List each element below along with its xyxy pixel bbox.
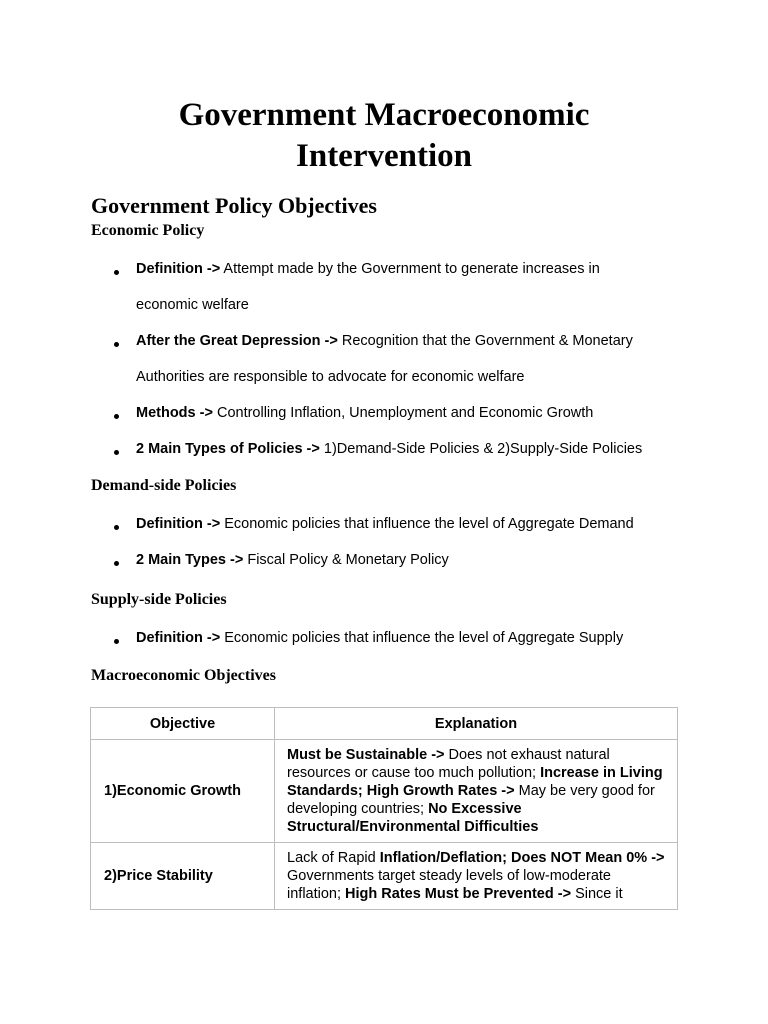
document-title <box>0 95 768 177</box>
economic-policy-list <box>0 260 768 476</box>
list-item <box>0 260 696 332</box>
bullet-text: Recognition that the Government & Monetary <box>337 333 633 349</box>
bullet-text: Fiscal Policy & Monetary Policy <box>243 552 449 568</box>
subheading-macroeconomic-objectives: Macroeconomic Objectives <box>91 667 276 684</box>
bullet-label: Definition -> <box>136 261 221 277</box>
table-row <box>91 740 678 843</box>
objective-cell: 1)Economic Growth <box>91 740 275 843</box>
bullet-text: Attempt made by the Government to generate increases in <box>220 261 600 277</box>
list-item <box>0 551 696 587</box>
bullet-text: Economic policies that influence the level of Aggregate Supply <box>220 630 624 646</box>
list-item <box>0 440 696 476</box>
bullet-label: After the Great Depression -> <box>136 333 338 349</box>
explanation-text-part: May be very good for developing countries; <box>287 783 655 817</box>
subheading-supply-side-policies: Supply-side Policies <box>91 591 227 608</box>
list-item <box>0 515 696 551</box>
bullet-label: Definition -> <box>136 630 221 646</box>
table-row <box>91 843 678 910</box>
explanation-bold-part: Must be Sustainable -> <box>287 747 445 763</box>
explanation-text-part: Since it <box>571 886 623 902</box>
bullet-label: 2 Main Types -> <box>136 552 244 568</box>
bullet-text: 1)Demand-Side Policies & 2)Supply-Side Policies <box>319 441 643 457</box>
bullet-text: Controlling Inflation, Unemployment and Economic Growth <box>212 405 594 421</box>
list-item <box>0 332 696 404</box>
objectives-table <box>90 707 678 910</box>
explanation-cell <box>275 843 678 910</box>
explanation-bold-part: Inflation/Deflation; Does NOT Mean 0% -> <box>379 850 665 866</box>
table-header-row <box>91 708 678 740</box>
title-line-1: Government Macroeconomic <box>178 97 590 133</box>
list-item <box>0 404 696 440</box>
bullet-label: 2 Main Types of Policies -> <box>136 441 320 457</box>
column-header-explanation: Explanation <box>275 708 678 740</box>
explanation-text-part: Lack of Rapid <box>287 850 380 866</box>
supply-side-list <box>0 629 768 665</box>
bullet-text-continued: economic welfare <box>136 297 249 313</box>
demand-side-list <box>0 515 768 587</box>
column-header-objective: Objective <box>91 708 275 740</box>
bullet-text: Economic policies that influence the level of Aggregate Demand <box>220 516 634 532</box>
objective-cell: 2)Price Stability <box>91 843 275 910</box>
explanation-bold-part: High Rates Must be Prevented -> <box>345 886 572 902</box>
bullet-text-continued: Authorities are responsible to advocate for economic welfare <box>136 369 525 385</box>
subheading-demand-side-policies: Demand-side Policies <box>91 477 237 494</box>
bullet-label: Definition -> <box>136 516 221 532</box>
title-line-2: Intervention <box>296 138 472 174</box>
section-heading-government-policy-objectives: Government Policy Objectives <box>91 193 377 218</box>
explanation-text-part: Governments target steady levels of low-moderate inflation; <box>287 868 611 902</box>
explanation-cell <box>275 740 678 843</box>
explanation-bold-part: No Excessive Structural/Environmental Difficulties <box>287 801 539 835</box>
list-item <box>0 629 696 665</box>
explanation-text-part: Does not exhaust natural resources or cause too much pollution; <box>287 747 610 781</box>
bullet-label: Methods -> <box>136 405 213 421</box>
explanation-bold-part: Increase in Living Standards; High Growth Rates -> <box>287 765 663 799</box>
subheading-economic-policy: Economic Policy <box>91 222 205 239</box>
